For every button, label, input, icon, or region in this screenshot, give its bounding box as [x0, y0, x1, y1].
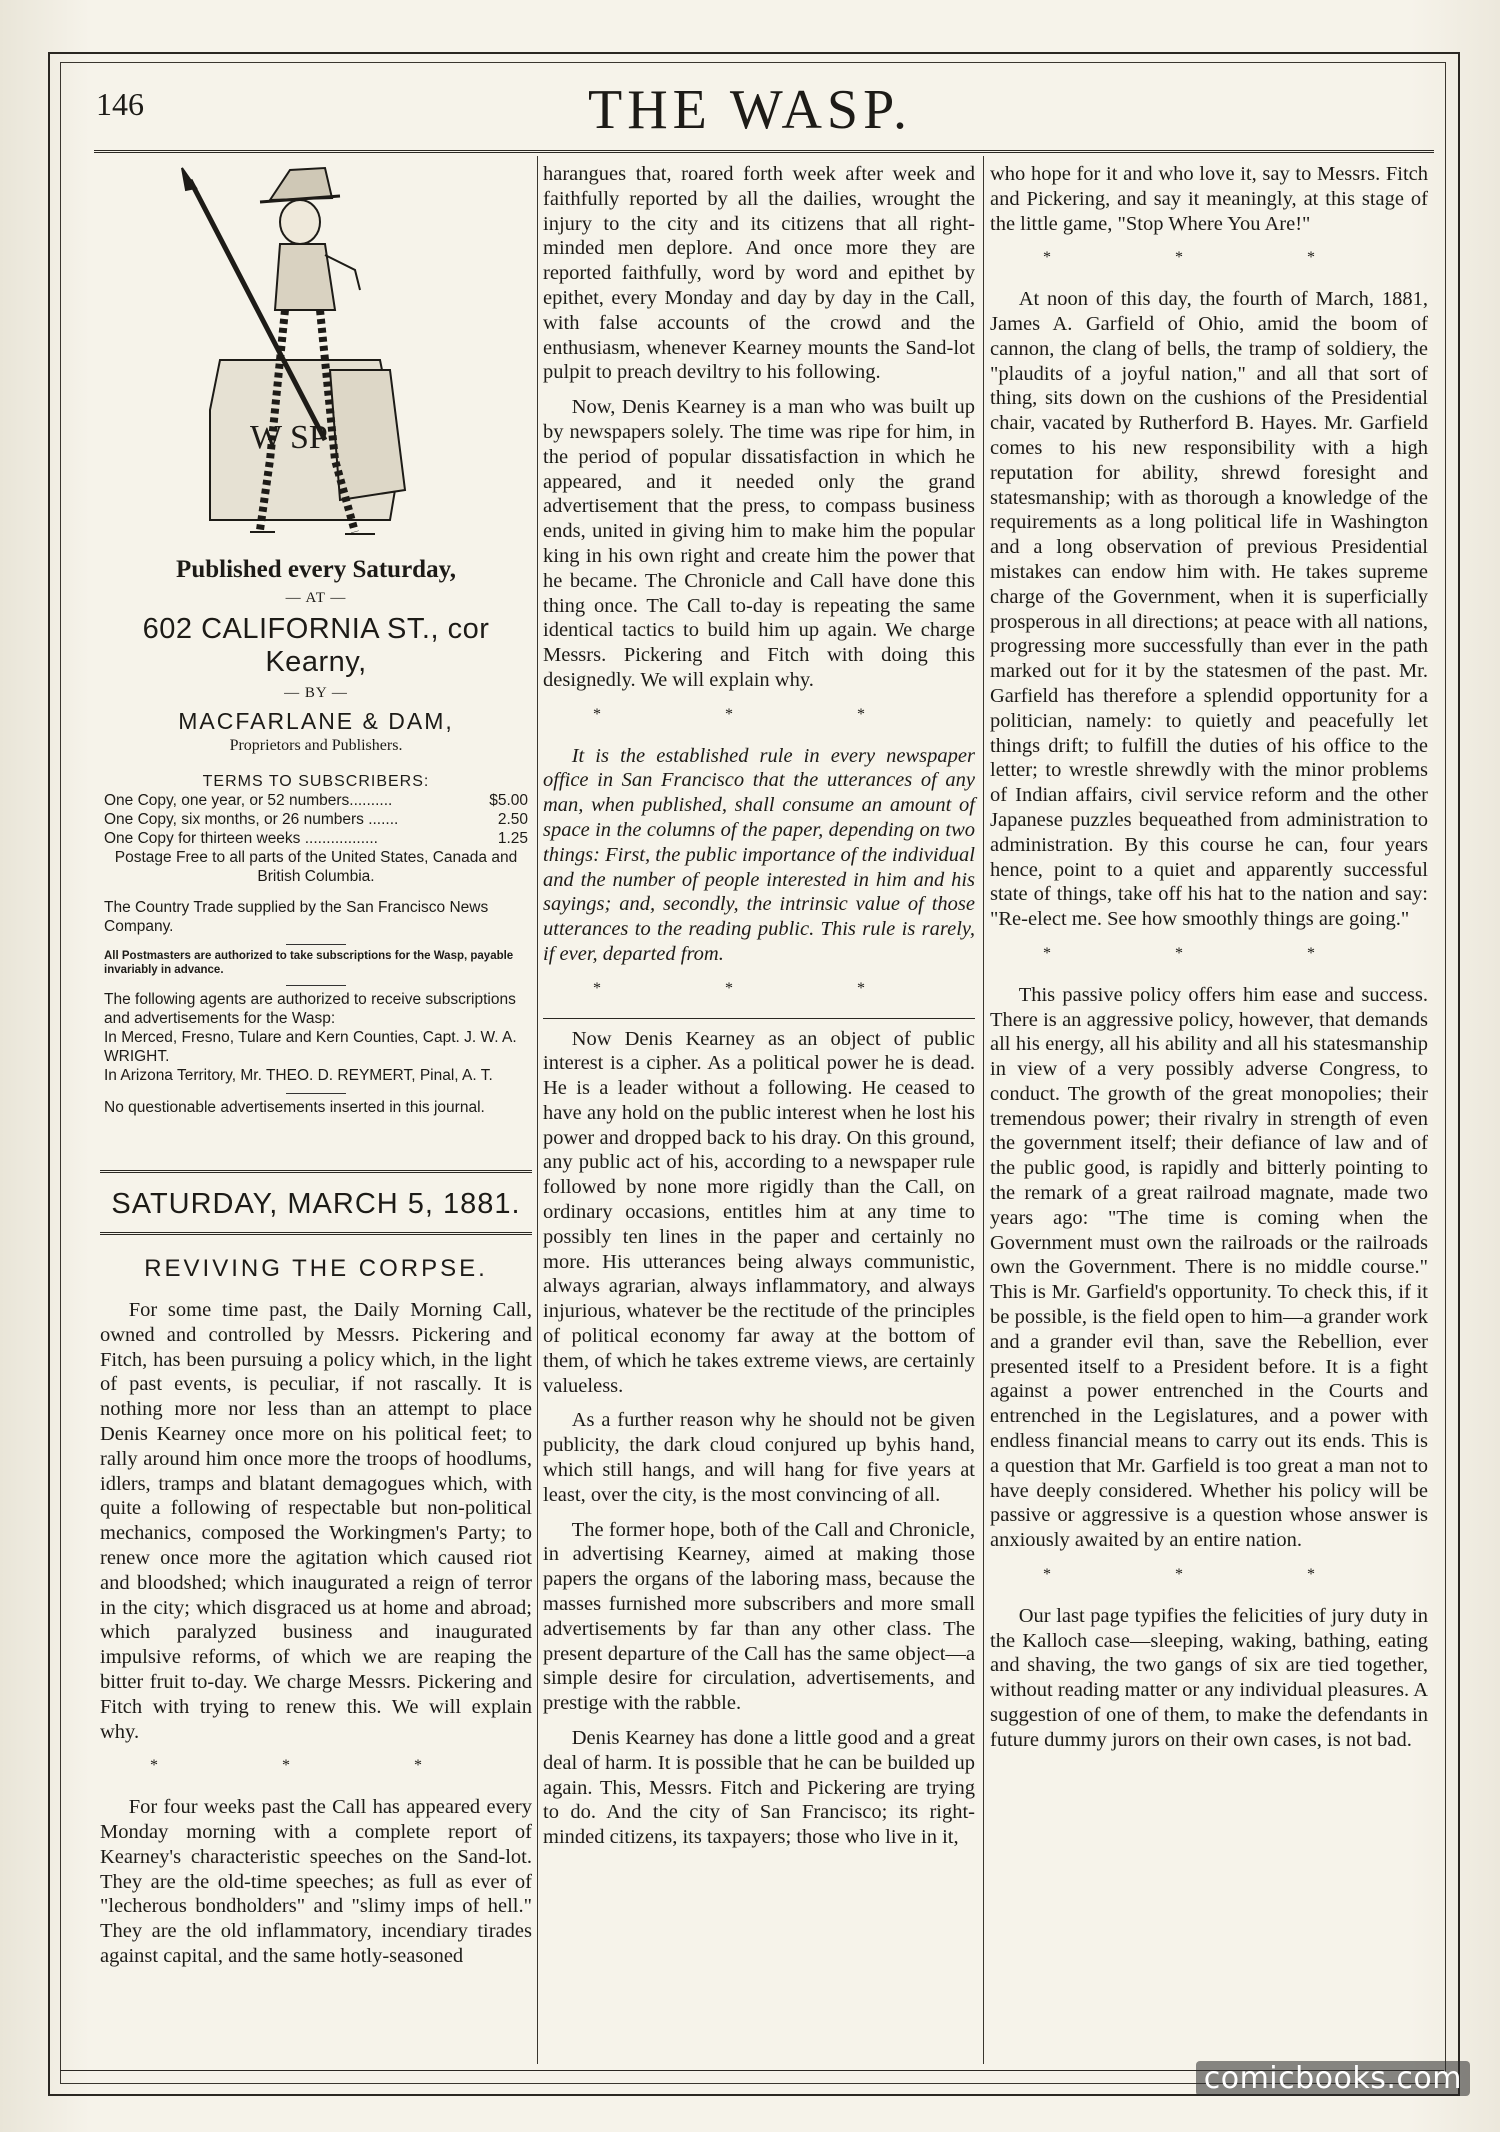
- column-rule-2: [983, 156, 984, 2064]
- terms-row-price: 2.50: [497, 811, 528, 828]
- paragraph: The former hope, both of the Call and Chronicle, in advertising Kearney, aimed at making those papers the organs of the laboring mass, because the masses furnished more subscribers and more small advertisements by far than any other class. The present departure of the Call has the same object—a simple desire for circulation, advertisements, and prestige with the rabble.: [543, 1518, 975, 1715]
- paragraph: Now Denis Kearney as an object of public interest is a cipher. As a political power he is dead. He is a leader without a following. He ceased to have any hold on the public interest when he lost his power and dropped back to his dray. On this ground, any public act of his, according to a newspaper rule followed by none more rigidly than the Call, on ordinary occasions, entitles him at any time to possibly ten lines in the paper and certainly no more. His utterances being always communistic, always agrarian, always inflammatory, and always injurious, whatever be the rectitude of the principles of political economy far away at the bottom of them, of which he takes extreme views, are certainly valueless.: [543, 1027, 975, 1397]
- paragraph: At noon of this day, the fourth of March, 1881, James A. Garfield of Ohio, amid the boom of cannon, the clang of bells, the tramp of soldiery, the "plaudits of a joyful nation," and all that sort of thing, sits down on the cushions of the Presidential chair, vacated by Rutherford B. Hayes. Mr. Garfield comes to his new responsibility with a high reputation for ability, shrewd foresight and statesmanship; with as thorough a knowledge of the requirements as a long political life in Washington and a long observation of previous Presidential mistakes can endow him with. He takes supreme charge of the Government, when it is superficially prosperous in all directions; at peace with all nations, progressing more successfully than ever in the path marked out for it by the statesmen of the past. Mr. Garfield has therefore a splendid opportunity for a politician, namely: to quietly and peacefully let things drift; to fulfill the duties of his office to the letter; to wrestle shrewdly with the minor problems of Indian affairs, civil service reform and the other Japanese puzzles bequeathed from administration to administration. By this course he can, four years hence, point to a quiet and apparently successful state of things, take off his hat to the nation and say: "Re-elect me. See how smoothly things are going.": [990, 288, 1428, 931]
- paragraph: harangues that, roared forth week after week and faithfully reported by all the dailies, wrought the injury to the city and its citizens that all right-minded men deplore. And once more they are reported faithfully, word by word and epithet by epithet, every Monday and day by day in the Call, with false accounts of the crowd and the enthusiasm, whenever Kearney mounts the Sand-lot pulpit to preach deviltry to his following.: [543, 163, 975, 384]
- page-number: 146: [96, 86, 144, 122]
- agent-entry: In Arizona Territory, Mr. THEO. D. REYMERT, Pinal, A. T.: [104, 1067, 493, 1084]
- section-divider-stars: * * *: [150, 1757, 482, 1775]
- advertising-policy: No questionable advertisements inserted in this journal.: [104, 1099, 485, 1116]
- agents-intro: The following agents are authorized to receive subscriptions and advertisements for the Wasp:: [104, 991, 516, 1027]
- article-headline: REVIVING THE CORPSE.: [144, 1255, 488, 1282]
- terms-row: [104, 810, 528, 829]
- site-watermark: comicbooks.com: [1196, 2061, 1470, 2096]
- country-trade-note: The Country Trade supplied by the San Francisco News Company.: [104, 899, 489, 935]
- terms-heading: TERMS TO SUBSCRIBERS:: [202, 773, 430, 790]
- masthead-title: THE WASP.: [587, 79, 912, 141]
- paragraph: who hope for it and who love it, say to Messrs. Fitch and Pickering, and say it meaningly, at this stage of the little game, "Stop Where You Are!": [990, 163, 1428, 235]
- sign-lettering: W SP: [250, 419, 328, 456]
- terms-row-label: One Copy for thirteen weeks .................: [104, 830, 378, 847]
- paragraph: As a further reason why he should not be given publicity, the dark cloud conjured up byhis hand, which still hangs, and will hang for five years at least, over the city, is the most convincing of all.: [543, 1409, 975, 1506]
- terms-row-label: One Copy, one year, or 52 numbers..........: [104, 792, 393, 809]
- paragraph-quoted-rule: It is the established rule in every newspaper office in San Francisco that the utterances of any man, when published, shall consume an amount of space in the columns of the paper, depending on two things: First, the public importance of the individual and the number of people interested in him and his sayings; and, secondly, the intrinsic value of those utterances to the reading public. This rule is rarely, if ever, departed from.: [543, 744, 975, 965]
- postmasters-note: All Postmasters are authorized to take subscriptions for the Wasp, payable invariably in advance.: [104, 950, 514, 976]
- wasp-mascot-illustration: [150, 160, 480, 552]
- publication-info: [100, 552, 532, 755]
- section-divider-stars: * * *: [593, 979, 925, 997]
- subscription-terms: [104, 772, 528, 1117]
- masthead-rule: [94, 150, 1434, 153]
- paragraph: For some time past, the Daily Morning Call, owned and controlled by Messrs. Pickering and Fitch, has been pursuing a policy which, in the light of past events, is peculiar, if not rascally. It is nothing more nor less than an attempt to place Denis Kearney once more on his political feet; to rally around him once more the troops of hoodlums, idlers, tramps and blatant demagogues which, with quite a following of respectable but non-political mechanics, composed the Workingmen's Party; to renew once more the agitation which caused riot and bloodshed; which inaugurated a reign of terror in the city; which disgraced us at home and abroad; which paralyzed business and inaugurated impulsive reforms, of which we are reaping the bitter fruit to-day. We charge Messrs. Pickering and Fitch with trying to renew this. We will explain why.: [100, 1299, 532, 1743]
- column-1-text: [100, 1298, 532, 1979]
- column-3-text: [990, 162, 1428, 1763]
- column-rule-1: [537, 156, 538, 2064]
- section-divider-stars: * * *: [1043, 1566, 1375, 1584]
- publication-at: — AT —: [285, 590, 347, 606]
- section-divider-stars: * * *: [1043, 249, 1375, 267]
- terms-row: [104, 791, 528, 810]
- terms-row-price: $5.00: [489, 792, 528, 809]
- terms-row: [104, 829, 528, 848]
- postage-note: Postage Free to all parts of the United States, Canada and British Columbia.: [114, 849, 518, 885]
- publication-frequency: Published every Saturday,: [176, 556, 456, 583]
- section-divider-stars: * * *: [1043, 944, 1375, 962]
- agent-entry: In Merced, Fresno, Tulare and Kern Counties, Capt. J. W. A. WRIGHT.: [104, 1029, 517, 1065]
- paragraph: This passive policy offers him ease and success. There is an aggressive policy, however, that demands all his energy, all his ability and all his statesmanship in view of a very possibly adverse Congress, to conduct. The growth of the great monopolies; their tremendous power; their rivalry in strength of even the government itself; their defiance of law and of the public good, is rapidly and bitterly pointing to the remark of a great railroad magnate, made two years ago: "The time is coming when the Government must own the railroads or the railroads own the Government. There is no middle course." This is Mr. Garfield's opportunity. To check this, if it be possible, is the field open to him—a grander work and a grander evil than, save the Rebellion, ever presented itself to a President before. It is a fight against a power entrenched in the Courts and entrenched in the Legislatures, and a power with endless financial means to carry out its ends. This is a question that Mr. Garfield is too great a man not to have deeply considered. Whether his policy will be passive or aggressive is a question whose answer is anxiously awaited by an entire nation.: [990, 983, 1428, 1552]
- dateline: SATURDAY, MARCH 5, 1881.: [111, 1188, 521, 1220]
- publication-by: — BY —: [284, 685, 348, 701]
- publisher-role: Proprietors and Publishers.: [229, 737, 403, 754]
- column-2-text: [543, 162, 975, 1860]
- paragraph: Our last page typifies the felicities of jury duty in the Kalloch case—sleeping, waking, bathing, eating and shaving, the two gangs of six are tied together, without reading matter or any individual pleasures. A suggestion of one of them, to make the defendants in future dummy jurors on their own cases, is not bad.: [990, 1604, 1428, 1751]
- dateline-rule-bottom: [100, 1232, 532, 1235]
- section-divider-stars: * * *: [593, 705, 925, 723]
- dateline-rule-top: [100, 1170, 532, 1173]
- paragraph: For four weeks past the Call has appeared every Monday morning with a complete report of Kearney's characteristic speeches on the Sand-lot. They are the old-time speeches; as full as ever of "lecherous bondholders" and "slimy imps of hell." They are the old inflammatory, incendiary tirades against capital, and the same hotly-seasoned: [100, 1796, 532, 1967]
- terms-row-price: 1.25: [497, 830, 528, 847]
- paragraph: Now, Denis Kearney is a man who was built up by newspapers solely. The time was ripe for him, in the period of popular dissatisfaction in which he appeared, and it needed only the grand advertisement that the press, to compass business ends, united in giving him to make him the popular king in his own right and create him the power that he became. The Chronicle and Call have done this thing once. The Call to-day is repeating the same identical tactics to build him up again. We charge Messrs. Pickering and Fitch with doing this designedly. We will explain why.: [543, 396, 975, 691]
- publisher-names: MACFARLANE & DAM,: [178, 708, 454, 734]
- paragraph: Denis Kearney has done a little good and a great deal of harm. It is possible that he can be builded up again. This, Messrs. Fitch and Pickering are trying to do. And the city of San Francisco; its right-minded citizens, its taxpayers; those who live in it,: [543, 1727, 975, 1849]
- publication-address: 602 CALIFORNIA ST., cor Kearny,: [142, 613, 490, 678]
- terms-row-label: One Copy, six months, or 26 numbers .......: [104, 811, 399, 828]
